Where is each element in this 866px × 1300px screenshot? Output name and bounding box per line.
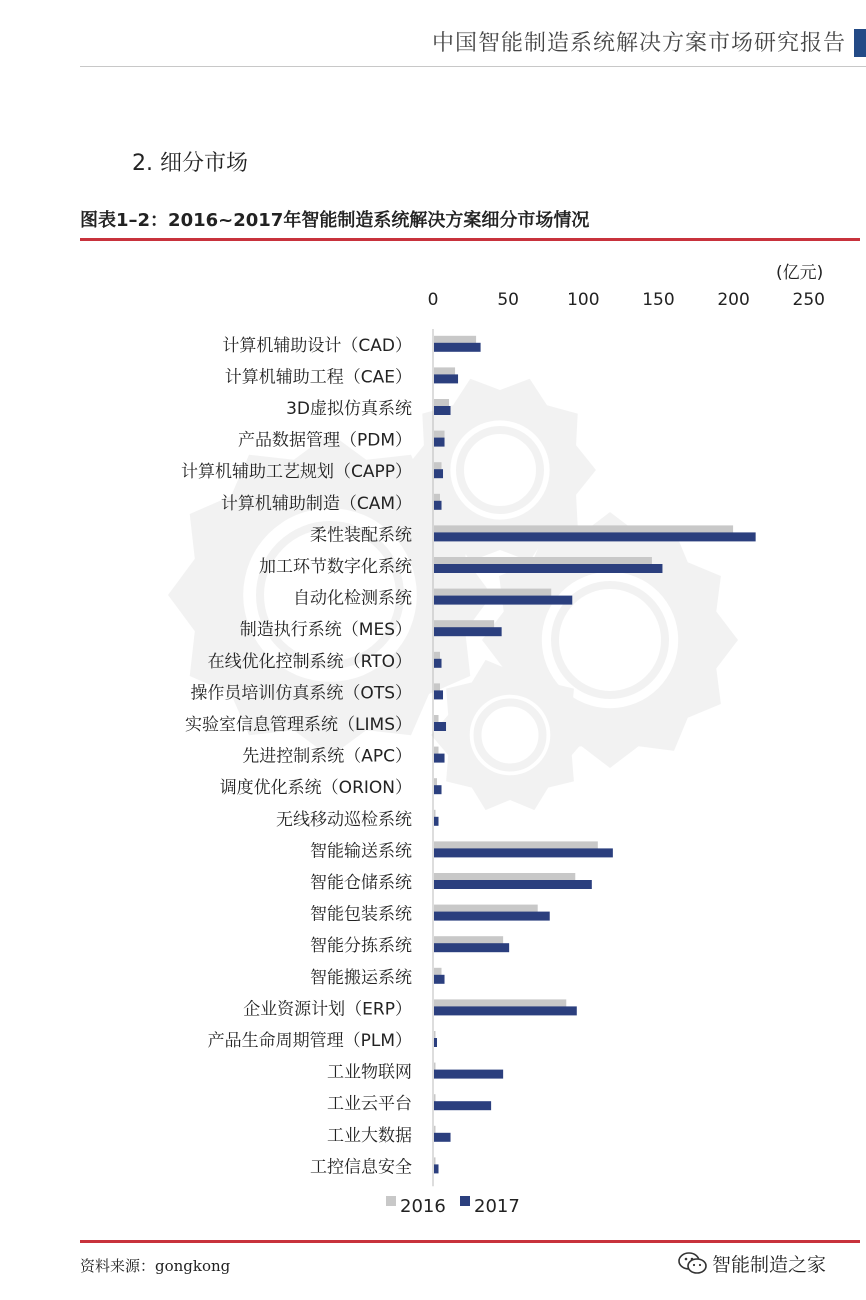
bar-2017 (434, 1070, 503, 1079)
x-tick-label: 100 (567, 290, 600, 310)
category-label: 3D虚拟仿真系统 (286, 399, 412, 419)
bar-2017 (434, 785, 442, 794)
category-label: 无线移动巡检系统 (276, 809, 412, 830)
category-label: 智能包装系统 (310, 904, 412, 925)
bar-2017 (434, 627, 502, 636)
bar-2017 (434, 1006, 577, 1015)
legend-swatch (460, 1196, 470, 1206)
category-label: 实验室信息管理系统（LIMS） (185, 715, 412, 735)
source-note: 资料来源：gongkong (80, 1257, 231, 1275)
x-tick-label: 200 (717, 290, 750, 310)
category-label: 智能输送系统 (310, 841, 412, 862)
legend-swatch (386, 1196, 396, 1206)
category-labels (181, 336, 412, 1178)
chart-legend (386, 1196, 520, 1217)
category-label: 智能分拣系统 (310, 936, 412, 957)
category-label: 工控信息安全 (310, 1157, 412, 1178)
bar-2017 (434, 1038, 437, 1047)
figure-bottom-rule (80, 1240, 860, 1243)
category-label: 产品生命周期管理（PLM） (207, 1031, 412, 1051)
bar-2017 (434, 880, 592, 889)
x-tick-label: 150 (642, 290, 675, 310)
category-label: 智能仓储系统 (310, 873, 412, 893)
bar-2017 (434, 722, 446, 731)
category-label: 计算机辅助工程（CAE） (224, 367, 412, 388)
bar-2017 (434, 659, 442, 668)
category-label: 计算机辅助设计（CAD） (222, 335, 412, 356)
bar-2017 (434, 438, 445, 447)
category-label: 柔性装配系统 (310, 525, 412, 546)
x-axis-ticks (428, 290, 825, 310)
category-label: 加工环节数字化系统 (259, 557, 412, 577)
category-label: 智能搬运系统 (310, 967, 412, 988)
bar-2017 (434, 532, 756, 541)
category-label: 制造执行系统（MES） (239, 620, 412, 641)
category-label: 在线优化控制系统（RTO） (207, 651, 412, 672)
bar-2017 (434, 501, 442, 510)
x-tick-label: 50 (497, 290, 519, 310)
bar-2017 (434, 343, 481, 352)
category-label: 企业资源计划（ERP） (243, 999, 412, 1020)
bar-2017 (434, 1164, 439, 1173)
bar-2017 (434, 1133, 451, 1142)
category-label: 计算机辅助工艺规划（CAPP） (180, 462, 412, 483)
bar-2017 (434, 406, 451, 415)
bar-2017 (434, 1101, 491, 1110)
category-label: 自动化检测系统 (293, 588, 412, 609)
bar-2017 (434, 690, 443, 699)
category-label: 操作员培训仿真系统（OTS） (190, 683, 412, 704)
category-label: 计算机辅助制造（CAM） (220, 493, 412, 514)
bar-2017 (434, 374, 458, 383)
bar-2017 (434, 817, 439, 826)
bar-2017 (434, 469, 443, 478)
x-tick-label: 250 (792, 290, 825, 310)
category-label: 工业物联网 (327, 1062, 412, 1083)
section-heading: 2. 细分市场 (132, 151, 248, 176)
bar-2017 (434, 943, 509, 952)
axis-unit-label: (亿元) (776, 263, 824, 283)
legend-label: 2017 (474, 1196, 520, 1217)
category-label: 调度优化系统（ORION） (219, 778, 412, 799)
x-tick-label: 0 (427, 290, 439, 310)
category-label: 产品数据管理（PDM） (237, 430, 412, 451)
category-label: 先进控制系统（APC） (242, 746, 412, 767)
wechat-icon (678, 1250, 708, 1276)
bar-2017 (434, 848, 613, 857)
bar-2017 (434, 564, 662, 573)
category-label: 工业云平台 (327, 1094, 412, 1115)
figure-title: 图表1–2：2016~2017年智能制造系统解决方案细分市场情况 (80, 210, 590, 231)
brand-name: 智能制造之家 (712, 1254, 827, 1276)
report-title: 中国智能制造系统解决方案市场研究报告 (431, 31, 846, 56)
bar-2017 (434, 596, 572, 605)
legend-label: 2016 (400, 1196, 446, 1217)
bar-2017 (434, 975, 445, 984)
category-label: 工业大数据 (327, 1125, 412, 1146)
bar-2017 (434, 754, 445, 763)
bar-2017 (434, 912, 550, 921)
